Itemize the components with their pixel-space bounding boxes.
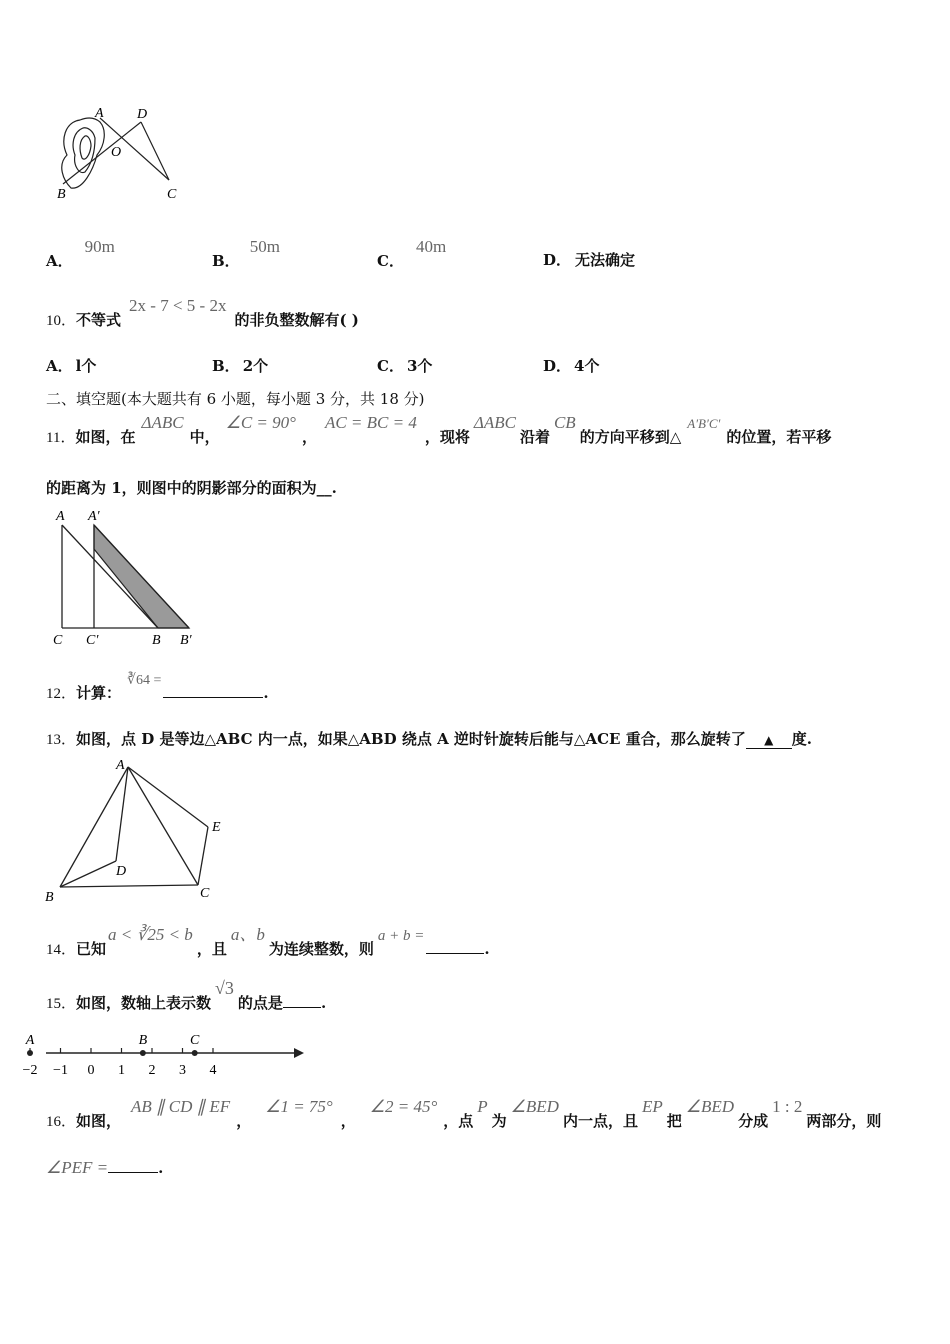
axis-point-label-a: A (25, 1033, 35, 1048)
axis-point-c (192, 1050, 198, 1056)
q16-question-line2: ∠PEF = . (46, 1158, 164, 1177)
q10-option-a: A． l个 (46, 357, 97, 375)
q13-label-d: D (116, 864, 127, 879)
q16-answer-blank (108, 1172, 158, 1173)
q9-label-b: B (57, 187, 66, 202)
axis-tick-label: 4 (209, 1063, 217, 1078)
q13-label-c: C (200, 886, 210, 901)
q14-question: 14．已知a < ∛25 < b，且a、b为连续整数，则a + b =. (46, 925, 490, 958)
q9-option-b: B．50m (212, 237, 280, 270)
q12-question: 12．计算：∛64 =. (46, 673, 269, 702)
q10-option-b: B． 2个 (212, 357, 269, 375)
q11-label-b-prime: B′ (180, 633, 192, 648)
q11-label-c-prime: C′ (86, 633, 99, 648)
q13-label-a: A (116, 758, 125, 773)
q9-option-a: A．90m (46, 237, 115, 270)
axis-tick-label: −2 (22, 1063, 38, 1078)
q9-option-d: D． 无法确定 (543, 251, 636, 269)
q11-label-c: C (53, 633, 63, 648)
q14-answer-blank (426, 953, 484, 954)
q13-figure (40, 755, 240, 905)
q9-figure (45, 100, 195, 210)
q15-number-line (22, 1030, 320, 1080)
q10-option-c: C． 3个 (377, 357, 433, 375)
q13-answer-blank: ▲ (746, 730, 792, 749)
q9-label-d: D (137, 107, 148, 122)
axis-tick-label: 2 (148, 1063, 156, 1078)
axis-point-b (140, 1050, 146, 1056)
section2-title: 二、填空题(本大题共有 6 小题，每小题 3 分，共 18 分) (46, 390, 425, 408)
arrow-right-icon (294, 1048, 304, 1058)
axis-tick-label: 3 (179, 1063, 186, 1078)
q15-answer-blank (283, 1007, 321, 1008)
axis-point-label-c: C (190, 1033, 200, 1048)
q16-question-line1: 16．如图，AB ∥ CD ∥ EF，∠1 = 75°，∠2 = 45°，点P为∠BED内一点，且EP把∠BED分成1 : 2两部分，则 (46, 1097, 882, 1130)
axis-point-a (27, 1050, 33, 1056)
q15-question: 15．如图，数轴上表示数√3的点是 . (46, 978, 327, 1012)
q11-label-b: B (152, 633, 161, 648)
q9-label-o: O (111, 145, 122, 160)
q11-figure (48, 505, 208, 650)
q13-label-b: B (45, 890, 54, 905)
q11-label-a-prime: A′ (88, 509, 100, 524)
q10-option-d: D． 4个 (543, 357, 600, 375)
q11-question-line1: 11．如图，在ΔABC中，∠C = 90°，AC = BC = 4，现将ΔABC沿着CB的方向平移到△A′B′C′的位置，若平移 (46, 413, 832, 446)
q9-label-a: A (95, 106, 104, 121)
axis-tick-label: 0 (87, 1063, 95, 1078)
q13-label-e: E (212, 820, 221, 835)
q11-label-a: A (56, 509, 65, 524)
q9-option-c: C．40m (377, 237, 447, 270)
axis-tick-label: 1 (118, 1063, 125, 1078)
q12-answer-blank (163, 697, 263, 698)
q13-question: 13．如图，点 D 是等边△ABC 内一点，如果△ABD 绕点 A 逆时针旋转后能与△ACE 重合，那么旋转了 ▲ 度. (46, 730, 812, 748)
q9-label-c: C (167, 187, 177, 202)
q10-question: 10．不等式2x - 7 < 5 - 2x的非负整数解有( ) (46, 296, 359, 329)
axis-point-label-b: B (138, 1033, 148, 1048)
q11-question-line2: 的距离为 1，则图中的阴影部分的面积为__. (46, 479, 337, 497)
axis-tick-label: −1 (53, 1063, 68, 1078)
